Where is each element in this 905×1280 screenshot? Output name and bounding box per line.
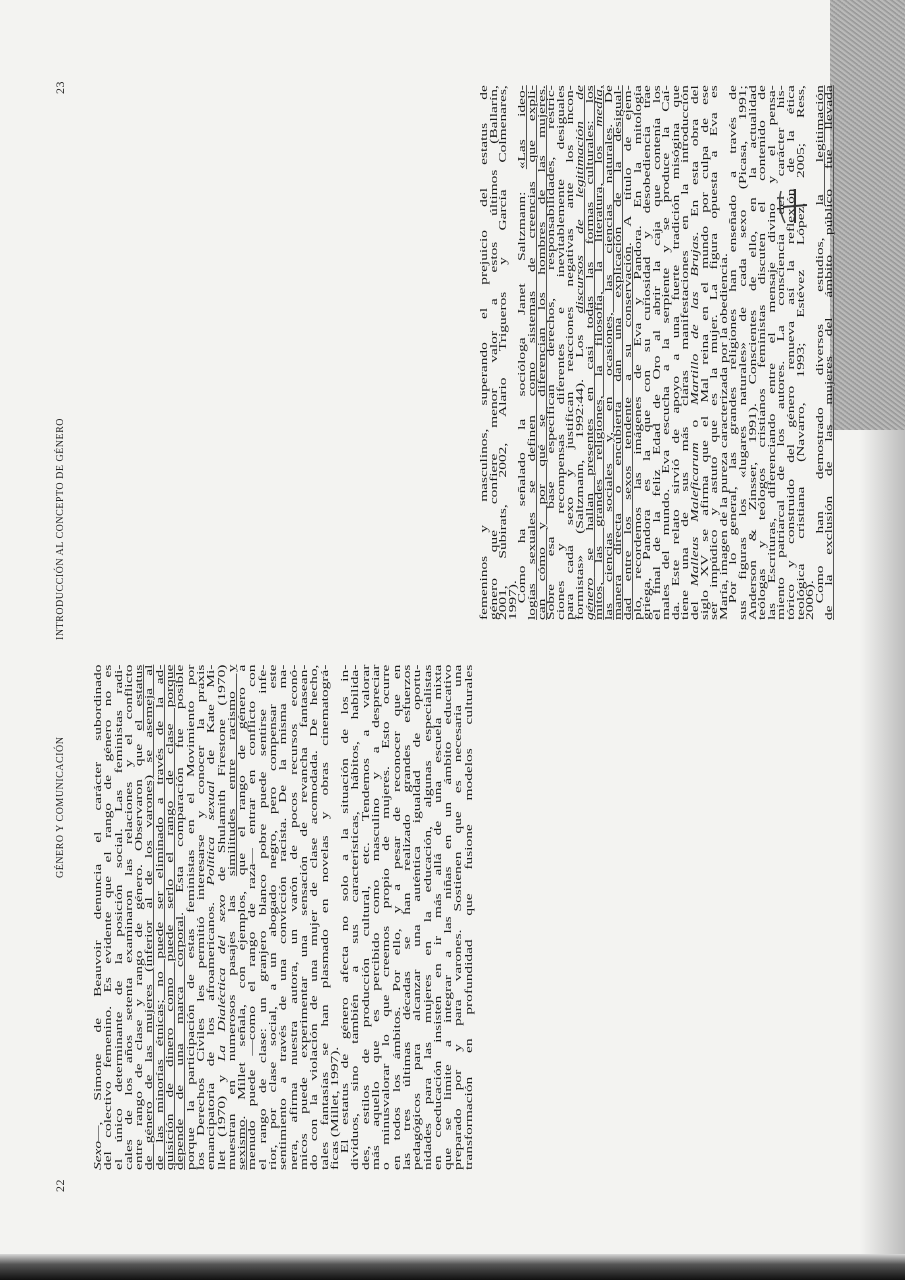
text-segment: el único determinante de la posición social. Las feministas radi- [112, 664, 125, 1170]
text-segment: tales fantasías se han plasmado en novelas y obras cinematográ- [318, 664, 331, 1170]
text-line [499, 85, 509, 620]
text-segment: femeninos y masculinos, superando el prejuicio del estatus de [478, 85, 490, 620]
text-segment: 1997). [506, 580, 519, 620]
handwritten-plus-mark-icon [775, 185, 815, 230]
text-segment: de Kate Mi- [205, 664, 218, 781]
right-page-body [480, 85, 835, 620]
text-segment: emancipatoria de los afroamericanos. [205, 885, 218, 1170]
text-segment: do con la violación de una mujer de clase acomodada. De hecho, [308, 664, 321, 1170]
text-segment: pedagógicos para alcanzar una auténtica igualdad de oportu- [411, 664, 424, 1170]
text-segment: ciones y recompensas diferentes e inevitablemente desiguales [554, 85, 567, 620]
text-segment: para cada sexo y justifican reacciones negativas ante los incon- [564, 85, 577, 620]
text-segment: teológica cristiana (Navarro, 1993; Estévez López, 2005; Ress, [794, 85, 807, 620]
underlined-text: la legitimación [813, 85, 826, 206]
underlined-text: logías sexuales se definen como sistemas de creencias que expli- [525, 85, 538, 620]
text-segment: formistas» (Saltzmann, 1992:44). Los [573, 313, 586, 620]
text-segment: El estatus de género afecta no solo a la situación de los in- [339, 664, 352, 1154]
italic-text: media, [593, 85, 606, 127]
text-segment: sus figuras los «lugares naturales» de cada sexo (Picasa, 1991; [737, 85, 750, 620]
text-segment: el final de la feliz Edad de Oro al abrir la caja que contenía los [650, 85, 663, 620]
text-segment: ser impúdico y astuto que es la mujer. La figura opuesta a Eva es [708, 85, 721, 620]
text-segment: . Esta comparación fue posible [174, 664, 187, 916]
underlined-text: sexismo [236, 1119, 249, 1170]
text-segment: des, estilos de producción cultural, etc. Tendemos a valorar [359, 664, 372, 1170]
text-segment: 2001, Subirats, 2002, Alario Trigueros y García Colmenares, [497, 85, 510, 620]
text-segment: miento patriarcal de los autores. La consciencia del carácter his- [775, 85, 788, 620]
text-segment: ficas (Millet, 1997). [328, 1046, 341, 1170]
text-segment: de Shulamith Firestone (1970) [215, 664, 228, 895]
text-segment: entre rango de clase y rango de género. Observaron que [133, 730, 146, 1170]
underlined-text: de género de las mujeres (inferior al de los varones) se asemeja al [143, 664, 156, 1170]
underlined-text: las ciencias sociales y, en ocasiones, las ciencias naturales [602, 127, 615, 620]
italic-text: discursos de legitimación de [573, 85, 586, 314]
text-segment: transformación en profundidad que fusione modelos culturales [462, 664, 475, 1170]
text-segment: tiene una de sus más claras manifestaciones en la introducción [679, 85, 692, 620]
text-segment: nera, afirma nuestra autora, un varón de pocos recursos econó- [287, 664, 300, 1170]
text-segment: o [689, 404, 702, 443]
text-segment: Sobre esa base especifican derechos, responsabilidades, restric- [545, 85, 558, 620]
italic-text: La Dialéctica del sexo [215, 894, 228, 1062]
running-head-right: INTRODUCCIÓN AL CONCEPTO DE GÉNERO [55, 418, 66, 640]
italic-text: género [583, 577, 596, 620]
text-segment: que se limite a integrar a las niñas en un ámbito educativo [442, 664, 455, 1170]
text-segment: . Millet señala, con ejemplos, que el rango de género a [236, 664, 249, 1120]
text-segment: llet (1970) y [215, 1061, 228, 1170]
underlined-text: de la exclusión de las mujeres del ámbito público fue llevada [823, 85, 836, 620]
text-segment: del colectivo femenino. Es evidente que el rango de género no es [102, 664, 115, 1170]
text-segment: rior, por clase social, a un abogado negro, pero compensar este [267, 664, 280, 1170]
underlined-text: el estatus [133, 664, 146, 731]
text-segment: siglo XV se afirma que el Mal reina en el mundo por culpa de ese [698, 85, 711, 620]
text-segment: . A título de ejem- [621, 85, 634, 247]
text-segment: tórico y construido del género renueva así la reflexión de la ética [785, 85, 797, 620]
underlined-text: depende de una marca corporal [174, 915, 187, 1170]
text-segment: o minusvalorar lo que creemos propio de mujeres. Esto ocurre [380, 664, 393, 1170]
text-segment: Por lo general, las grandes religiones han enseñado a través de [727, 85, 740, 604]
italic-text: Martillo de las Brujas [689, 235, 702, 405]
italic-text: Sexo [92, 1140, 104, 1170]
text-segment: 2006). [804, 580, 817, 620]
text-segment: plo, recordemos las imágenes de Eva y Pandora. En la mitología [631, 85, 644, 620]
italic-text: Malleus Maleficarum [689, 442, 702, 587]
text-segment: género que confiere menor valor a estos últimos (Ballarín, [487, 85, 500, 620]
underlined-text: can cómo y por qué se diferencian los hombres de las mujeres. [535, 85, 548, 620]
text-line [464, 665, 474, 1170]
text-segment: nidades para las mujeres en la educación, algunas especialistas [421, 664, 434, 1170]
text-segment: da. Este relato sirvió de apoyo a una fuerte tradición misógina que [669, 85, 682, 620]
underlined-text: quisición de dinero como puede serlo el rango de clase porque [164, 664, 177, 1170]
text-segment: Como han demostrado diversos estudios, [813, 205, 826, 604]
running-head-left: GÉNERO Y COMUNICACIÓN [55, 736, 66, 878]
underlined-text: mitos, las grandes religiones, la filosofía, la literatura, los [593, 126, 606, 620]
text-segment: Anderson & Zinsser, 1991). Conscientes de ello, en la actualidad [746, 85, 759, 620]
text-segment: cales de los años setenta examinaron las relaciones y el conflicto [122, 664, 135, 1170]
underlined-text: dad entre los sexos tendente a su conservación [621, 246, 634, 620]
text-segment: preparado por y para varones. Sostienen que es necesaria una [452, 664, 465, 1170]
left-page-body [93, 665, 474, 1170]
text-segment: teólogas y teólogos cristianos feministas discuten el contenido de [756, 85, 769, 620]
text-line [794, 85, 807, 620]
text-segment: María, imagen de la pureza caracterizada por la obediencia. [717, 253, 730, 620]
text-segment: las tres últimas décadas se han realizado grandes esfuerzos [400, 664, 413, 1170]
text-segment: sentimiento a través de una convicción racista. De la misma ma- [277, 664, 290, 1170]
page-number-right: 23 [53, 81, 67, 94]
text-segment: muestran en numerosos pasajes las [225, 876, 238, 1170]
underlined-text: «Las ideo- [516, 85, 529, 170]
text-line [825, 85, 835, 620]
text-segment: porque la participación de estas feministas en el Movimiento por [184, 664, 197, 1170]
text-segment: Como ha señalado la socióloga Janet Saltzmann: [516, 169, 529, 604]
text-segment: menudo puede —como el rango de raza— entrar en conflicto con [246, 664, 259, 1170]
text-segment: . De [602, 85, 615, 128]
text-segment: del [689, 586, 702, 620]
text-segment: dividuos, sino también a sus características, hábitos, habilida- [349, 664, 362, 1170]
text-segment: males del mundo. Eva escucha a la serpiente y se produce la Caí- [660, 85, 673, 620]
text-segment: más aquello que es percibido como masculino y a despreciar [370, 664, 383, 1170]
text-segment: micos puede experimentar una sensación de revancha fantasean- [297, 664, 310, 1170]
italic-text: Política sexual [205, 780, 218, 886]
underlined-text: se hallan presentes en casi todas las formas culturales: los [583, 85, 596, 578]
text-segment: . En esta obra del [689, 85, 702, 236]
text-segment: griega, Pandora es la que con su curiosidad y desobediencia trae [641, 85, 654, 620]
text-segment: —, Simone de Beauvoir denuncia el carácter subordinado [92, 664, 104, 1141]
text-segment: las Escrituras, diferenciando entre el mensaje divino y el pensa- [765, 85, 778, 620]
text-segment: el rango de clase: un granjero blanco pobre puede sentirse infe- [256, 664, 269, 1170]
text-segment: los Derechos Civiles les permitió interesarse y conocer la praxis [194, 664, 207, 1170]
text-segment: en todos los ámbitos. Por ello, y a pesar de reconocer que en [390, 664, 403, 1170]
underlined-text: manera directa o encubierta dan una explicación de la desigual- [612, 85, 625, 620]
text-segment: en coeducación insisten en ir más allá de una escuela mixta [431, 664, 444, 1170]
underlined-text: similitudes entre racismo y [225, 664, 238, 877]
underlined-text: de las minorías étnicas; no puede ser eliminado a través de la ad- [153, 664, 166, 1170]
page-number-left: 22 [53, 1179, 67, 1192]
